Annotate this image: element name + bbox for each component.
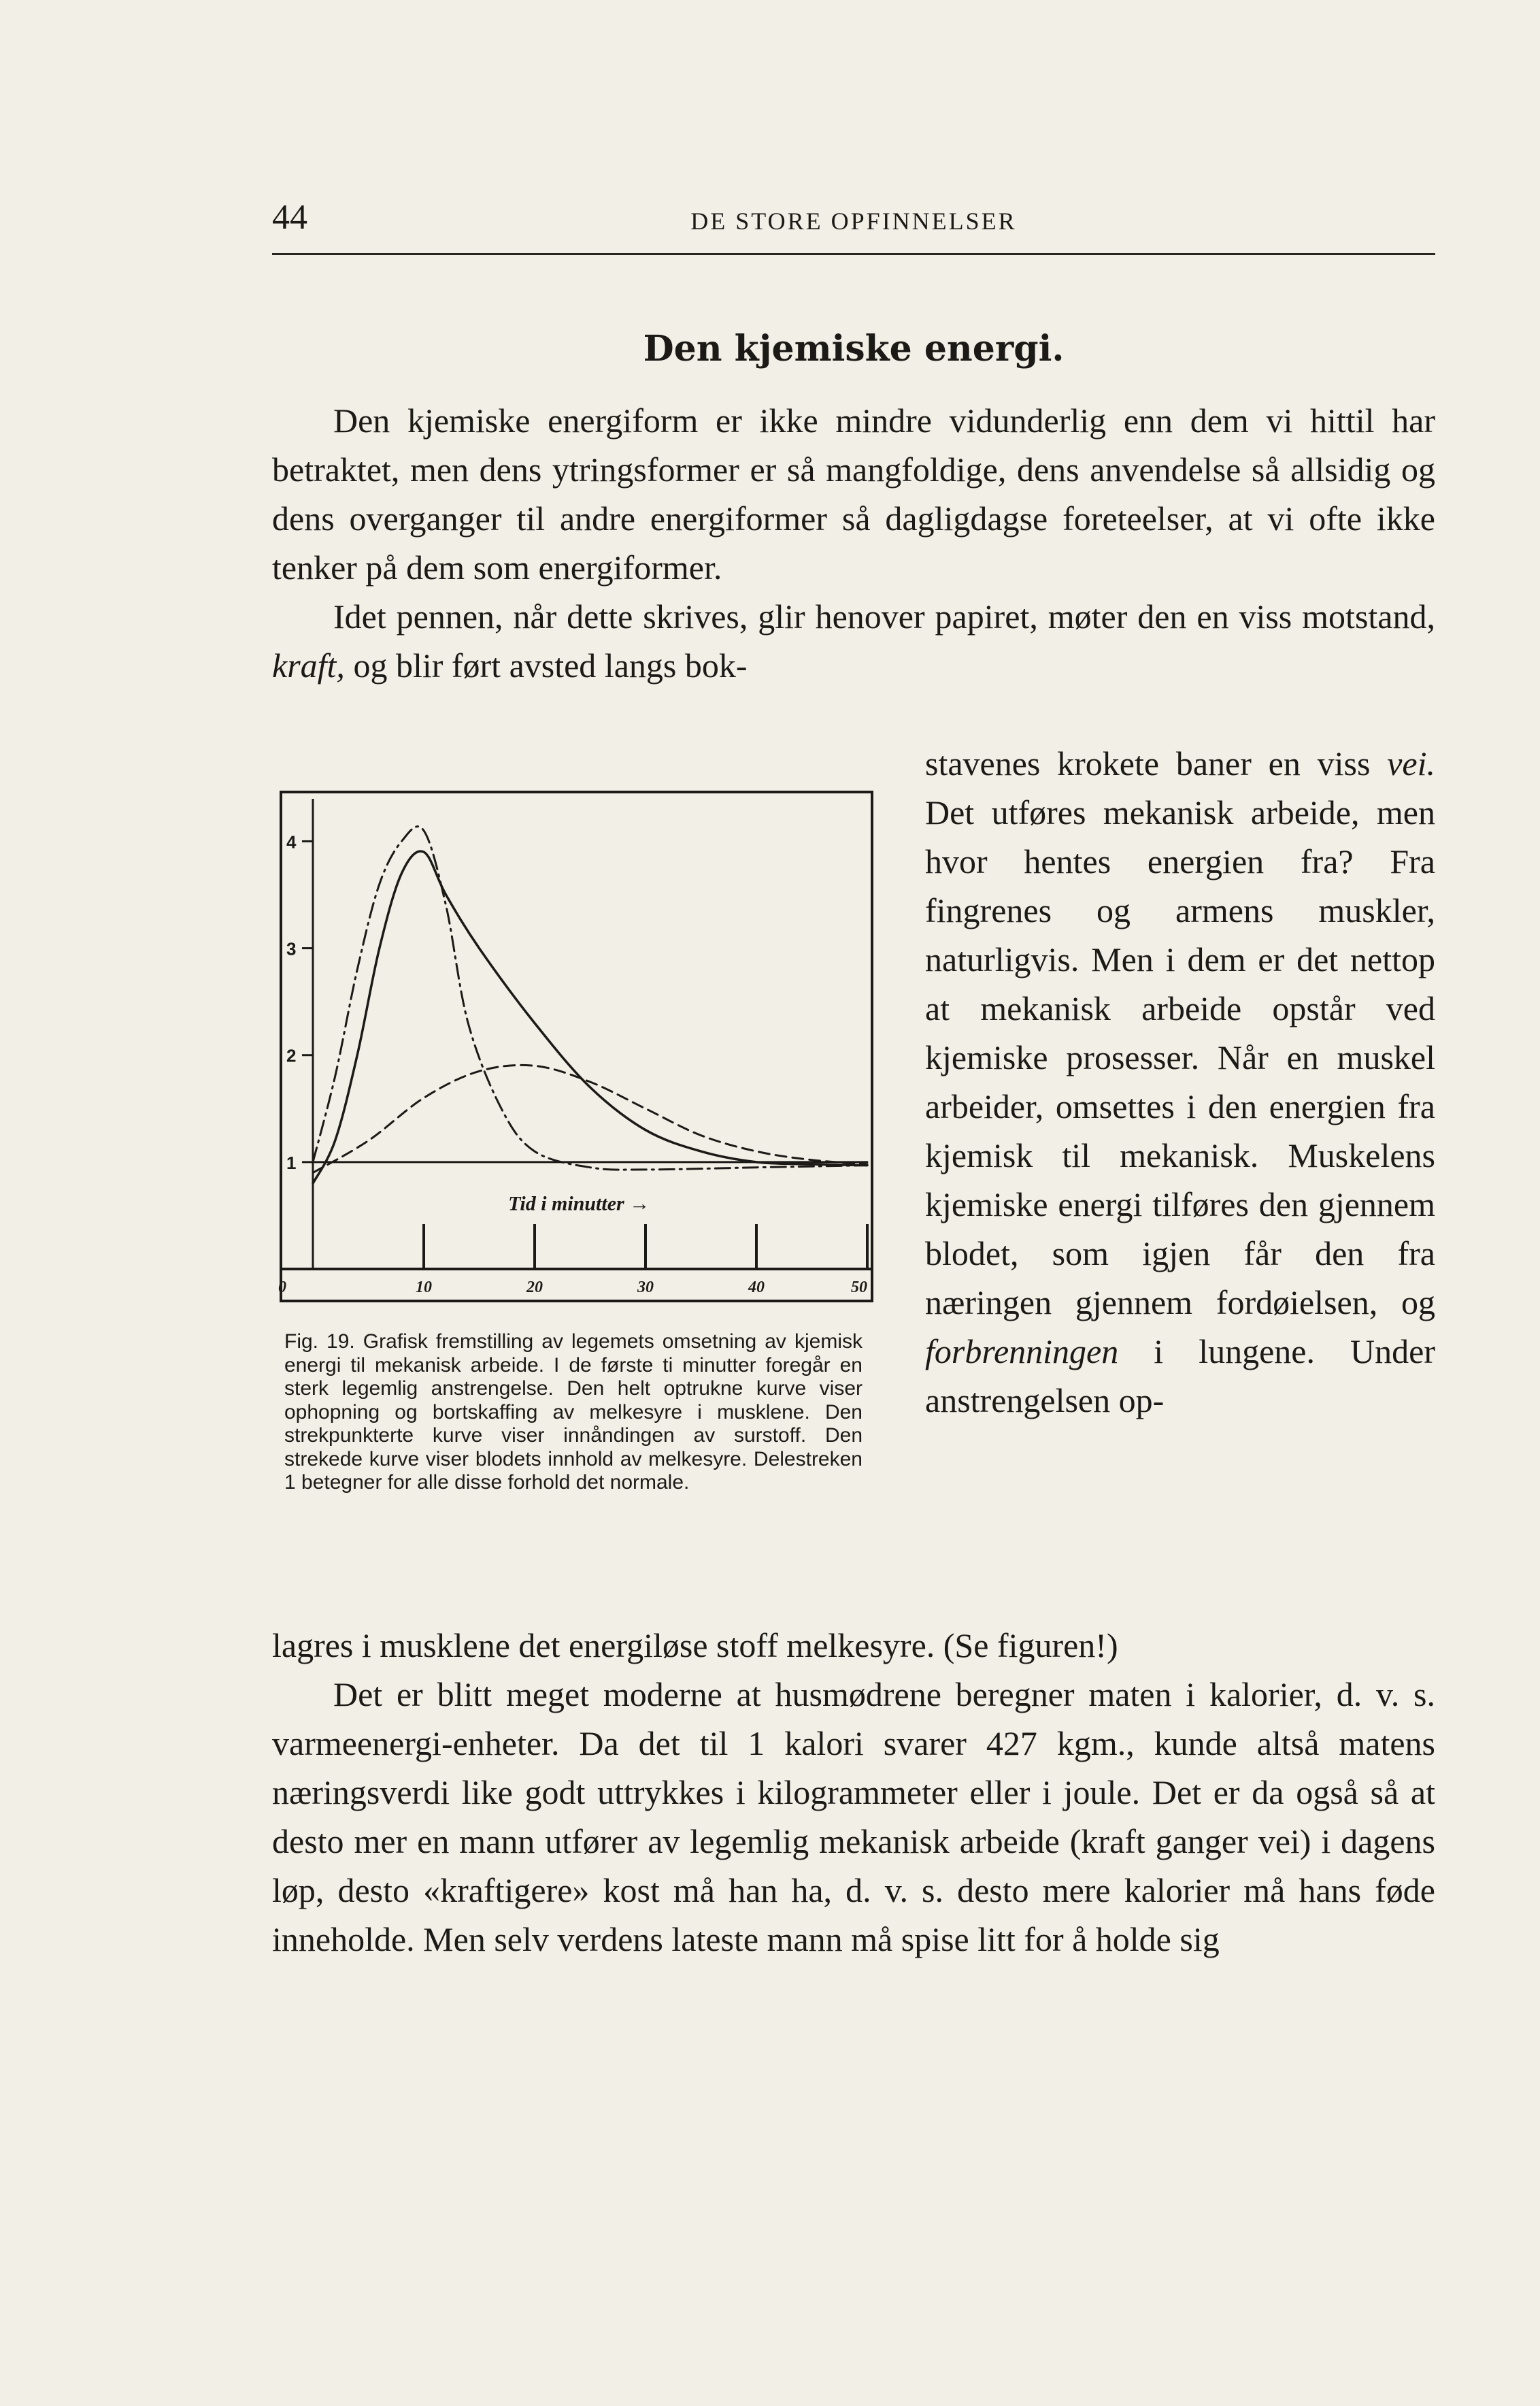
series-solid-line	[313, 851, 867, 1183]
emphasis-forbrenningen: forbrenningen	[925, 1332, 1119, 1370]
column-text-a: stavenes krokete baner en viss	[925, 744, 1371, 782]
x-tick-label: 50	[851, 1279, 867, 1296]
y-tick-label: 2	[286, 1045, 297, 1066]
paragraph-2-text: Idet pennen, når dette skrives, glir henover papiret, møter den en viss motstand,	[333, 597, 1435, 636]
paragraph-1: Den kjemiske energiform er ikke mindre vidunderlig enn dem vi hittil har betraktet, men dens ytringsformer er så mangfoldige, dens anvendelse så allsidig og dens overganger til andre energiformer så dagligdagse foreteelser, at vi ofte ikke tenker på dem som energiformer.	[272, 401, 1435, 587]
paragraph-2-lead	[272, 592, 1435, 690]
paragraph-2-tail: lagres i musklene det energiløse stoff melkesyre. (Se figuren!)	[272, 1626, 1118, 1664]
lactic-acid-chart	[275, 789, 877, 1304]
x-axis-label: Tid i minutter →	[508, 1192, 650, 1215]
column-text-b: Det utføres mekanisk arbeide, men hvor hentes energien fra? Fra fingrenes og armens muskler, naturligvis. Men i dem er det nettop at mekanisk arbeide opstår ved kjemiske prosesser. Når en muskel arbeider, omsettes i den energien fra kjemisk til mekanisk. Muskelens kjemiske energi tilføres den gjennem blodet, som igjen får den fra næringen gjennem fordøielsen, og	[925, 793, 1435, 1321]
emphasis-vei: vei.	[1387, 744, 1435, 782]
body-text-column	[925, 739, 1435, 1425]
page-number: 44	[272, 198, 307, 237]
series-dashdot-line	[313, 827, 867, 1170]
section-title: Den kjemiske energi.	[643, 328, 1065, 369]
series-dashed-line	[313, 1065, 867, 1172]
emphasis-kraft: kraft,	[272, 646, 345, 685]
column-text-c: i lungene. Under anstrengelsen op-	[925, 1332, 1435, 1419]
y-tick-label: 1	[286, 1152, 297, 1173]
chart-frame	[281, 792, 872, 1301]
running-title: DE STORE OPFINNELSER	[690, 208, 1017, 235]
x-tick-label: 10	[416, 1279, 432, 1296]
paragraph-3: Det er blitt meget moderne at husmødrene beregner maten i kalorier, d. v. s. varmeenergi-enheter. Da det til 1 kalori svarer 427 kgm., kunde altså matens næringsverdi like godt uttrykkes i kilogrammeter eller i joule. Det er da også så at desto mer en mann utfører av legemlig mekanisk arbeide (kraft ganger vei) i dagens løp, desto «kraftigere» kost må han ha, d. v. s. desto mere kalorier må hans føde inneholde. Men selv verdens lateste mann må spise litt for å holde sig	[272, 1675, 1435, 1958]
figure-caption-text: Fig. 19. Grafisk fremstilling av legemets omsetning av kjemisk energi til mekanisk arbeide. I de første ti minutter foregår en sterk legemlig anstrengelse. Den helt optrukne kurve viser ophopning og bortskaffing av melkesyre i musklene. Den strekpunkterte kurve viser innåndingen av surstoff. Den strekede kurve viser blodets innhold av melkesyre. Delestreken 1 betegner for alle disse forhold det normale.	[284, 1330, 863, 1494]
column-paragraph	[925, 739, 1435, 1425]
x-tick-label: 30	[637, 1279, 654, 1296]
body-text-bottom	[272, 1621, 1435, 1964]
body-text-top	[272, 396, 1435, 690]
page-header	[272, 197, 1435, 259]
x-tick-label: 40	[748, 1279, 765, 1296]
x-tick-label: 0	[278, 1279, 286, 1296]
y-tick-label: 3	[286, 938, 297, 959]
x-tick-label: 20	[526, 1279, 543, 1296]
figure-caption	[284, 1330, 863, 1495]
y-tick-label: 4	[286, 831, 297, 853]
paragraph-2-text-continued: og blir ført avsted langs bok-	[353, 646, 748, 685]
header-rule	[272, 253, 1435, 255]
figure-19	[275, 789, 877, 1304]
